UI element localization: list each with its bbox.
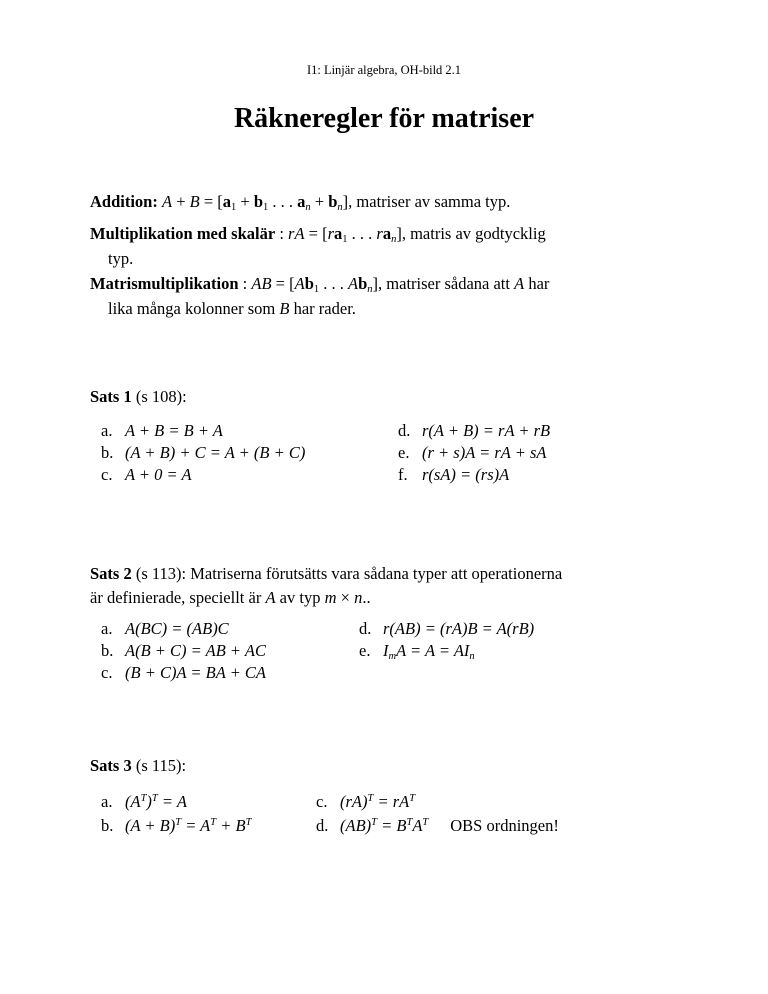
sats2-item-e: $I_mA = A = AI_n$: [383, 641, 475, 662]
sats3-item-d-label: d.: [316, 816, 329, 835]
sats3-list-left: [101, 790, 251, 838]
sats3-label: Sats 3: [90, 756, 132, 775]
sats3-ref: (s 115):: [135, 756, 187, 775]
page-header: I1: Linjär algebra, OH-bild 2.1: [306, 63, 462, 77]
sats2-item-e-label: e.: [359, 641, 371, 660]
scalar-desc: , matris av godtycklig: [401, 224, 546, 243]
sats1-item-d-label: d.: [398, 421, 411, 440]
sats1-item-c: A + 0 = A: [125, 465, 192, 484]
sats1-item-d: r(A + B) = rA + rB: [422, 421, 551, 440]
matmul-desc-b: har: [528, 274, 550, 293]
sats2-text2: är definierade, speciellt är: [90, 588, 262, 607]
matmul-desc2-b: har rader.: [293, 299, 356, 318]
sats3-item-c: $(rA)^T = rA^T$: [340, 792, 416, 811]
sats1-label: Sats 1: [90, 387, 132, 406]
sats2-list-left: [101, 618, 266, 684]
sats2-item-b-label: b.: [101, 641, 114, 660]
sats2-text1: Matriserna förutsätts vara sådana typer att operationerna: [190, 564, 563, 583]
page-title: Räkneregler för matriser: [233, 103, 535, 134]
sats3-heading: [90, 756, 186, 776]
sats1-item-c-label: c.: [101, 465, 113, 484]
sats1-item-a-label: a.: [101, 421, 113, 440]
matmul-desc-cont: lika många kolonner som B har rader.: [108, 299, 356, 318]
addition-desc: , matriser av samma typ.: [348, 192, 511, 211]
sats3-item-b-label: b.: [101, 816, 114, 835]
sats1-item-a: A + B = B + A: [125, 421, 223, 440]
sats2-ref: (s 113):: [135, 564, 187, 583]
rule-matmul: Matrismultiplikation : AB = [$Ab_1$ . . . $Ab_n$], matriser sådana att A har lika många kolonner som B har rader.: [90, 271, 650, 321]
sats1-list-left: [101, 420, 305, 486]
sats1-item-b-label: b.: [101, 443, 114, 462]
sats3-item-c-label: c.: [316, 792, 328, 811]
rule-addition: Addition: $A + B = [a_1 + b_1$ . . . $a_n + b_n$], matriser av samma typ.: [90, 192, 511, 213]
sats1-list-right: [398, 420, 550, 486]
sats2-item-d: r(AB) = (rA)B = A(rB): [383, 619, 535, 638]
scalar-label: Multiplikation med skalär: [90, 224, 276, 243]
sats1-heading: [90, 387, 187, 407]
sats1-item-b: (A + B) + C = A + (B + C): [125, 443, 306, 462]
sats3-item-a: $(A^T)^T = A$: [125, 792, 187, 811]
sats2-heading: Sats 2 (s 113): Matriserna förutsätts vara sådana typer att operationerna är definierade, speciellt är A av typ m × n..: [90, 564, 563, 607]
sats3-item-a-label: a.: [101, 792, 113, 811]
sats1-item-f: r(sA) = (rs)A: [422, 465, 510, 484]
sats1-item-e-label: e.: [398, 443, 410, 462]
matmul-label: Matrismultiplikation: [90, 274, 239, 293]
scalar-desc-cont: typ.: [108, 249, 134, 268]
sats2-item-c-label: c.: [101, 663, 113, 682]
addition-label: Addition:: [90, 192, 158, 211]
sats2-item-b: A(B + C) = AB + AC: [125, 641, 266, 660]
sats2-item-a: A(BC) = (AB)C: [125, 619, 229, 638]
sats3-note: OBS ordningen!: [450, 816, 559, 835]
sats2-text2b: av typ: [279, 588, 321, 607]
sats1-ref: (s 108):: [135, 387, 187, 406]
sats1-item-e: (r + s)A = rA + sA: [422, 443, 547, 462]
matmul-desc: , matriser sådana att: [378, 274, 510, 293]
matmul-desc2: lika många kolonner som: [108, 299, 276, 318]
sats1-item-f-label: f.: [398, 465, 408, 484]
sats3-item-d: $(AB)^T = B^TA^T$: [340, 816, 429, 835]
sats2-item-d-label: d.: [359, 619, 372, 638]
sats2-item-c: (B + C)A = BA + CA: [125, 663, 266, 682]
sats2-label: Sats 2: [90, 564, 132, 583]
sats2-list-right: [359, 618, 534, 662]
sats3-list-right: [316, 790, 559, 838]
sats3-item-b: $(A + B)^T = A^T + B^T$: [125, 816, 252, 835]
sats2-item-a-label: a.: [101, 619, 113, 638]
rule-scalar: Multiplikation med skalär : rA = [$ra_1$ . . . $ra_n$], matris av godtycklig typ.: [90, 221, 650, 271]
